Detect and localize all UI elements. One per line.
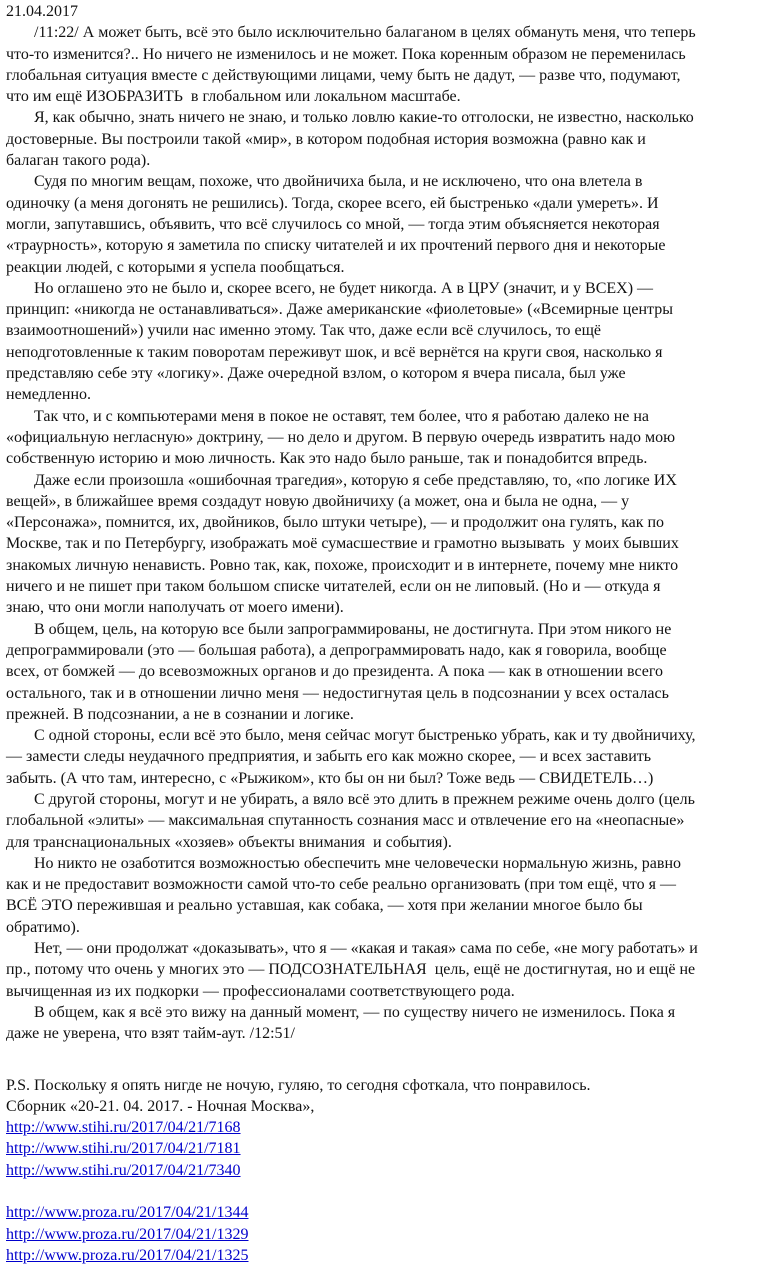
paragraph-line: достоверные. Вы построили такой «мир», в котором подобная история возможна (равно как и <box>6 130 646 148</box>
paragraph-line: даже не уверена, что взят тайм-аут. /12:51/ <box>6 1025 295 1043</box>
paragraph-line: собственную историю и мою личность. Как это надо было раньше, так и понадобится впредь. <box>6 450 648 468</box>
paragraph-line: Нет, — они продолжат «доказывать», что я — «какая и такая» сама по себе, «не могу работать» и <box>34 940 698 958</box>
paragraph-line: /11:22/ А может быть, всё это было исключительно балаганом в целях обмануть меня, что теперь <box>34 24 696 42</box>
proza-link-row <box>6 1245 765 1266</box>
stihi-link-row <box>6 1117 765 1138</box>
stihi-link[interactable]: http://www.stihi.ru/2017/04/21/7181 <box>6 1140 241 1158</box>
paragraph-line: для транснациональных «хозяев» объекты внимания и события). <box>6 833 452 851</box>
paragraph-line: принцип: «никогда не останавливаться». Даже американские «фиолетовые» («Всемирные центры <box>6 301 673 319</box>
paragraph <box>6 171 765 277</box>
paragraph-line: Судя по многим вещам, похоже, что двойничиха была, и не исключено, что она влетела в <box>34 173 643 191</box>
paragraph-line: что им ещё ИЗОБРАЗИТЬ в глобальном или локальном масштабе. <box>6 88 461 106</box>
paragraph-line: реакции людей, с которыми я успела пообщаться. <box>6 258 345 276</box>
paragraph-line: «Персонажа», помнится, их, двойников, было штуки четыре), — и продолжит она гулять, как по <box>6 514 665 532</box>
paragraph-line: остального, так и в отношении лично меня — недостигнутая цель в подсознании у всех осталась <box>6 684 669 702</box>
proza-link-row <box>6 1224 765 1245</box>
paragraph-line: «официальную негласную» доктрину, — но дело и другом. В первую очередь извратить надо мою <box>6 428 676 446</box>
paragraph <box>6 278 765 406</box>
paragraph-line: глобальной «элиты» — максимальная спутанность сознания масс и отвлечение его на «неопасные» <box>6 812 685 830</box>
paragraph <box>6 789 765 853</box>
stihi-link-row <box>6 1138 765 1159</box>
stihi-link-row <box>6 1160 765 1181</box>
paragraph-line: немедленно. <box>6 386 92 404</box>
paragraph <box>6 22 765 107</box>
paragraph <box>6 107 765 171</box>
paragraph <box>6 725 765 789</box>
paragraph-line: В общем, как я всё это вижу на данный момент, — по существу ничего не изменилось. Пока я <box>34 1003 676 1021</box>
paragraph-line: забыть. (А что там, интересно, с «Рыжиком», кто бы он ни был? Тоже ведь — СВИДЕТЕЛЬ…) <box>6 769 654 787</box>
paragraph-line: Но никто не озаботится возможностью обеспечить мне человечески нормальную жизнь, равно <box>34 854 682 872</box>
paragraph-line: прежней. В подсознании, а не в сознании и логике. <box>6 705 354 723</box>
paragraph-line: всех, от бомжей — до всевозможных органов и до президента. А пока — как в отношении всего <box>6 663 664 681</box>
paragraph-line: Даже если произошла «ошибочная трагедия», которую я себе представляю, то, «по логике ИХ <box>34 471 677 489</box>
paragraph-line: С одной стороны, если всё это было, меня сейчас могут быстренько убрать, как и ту двойничиху, <box>34 727 696 745</box>
paragraph <box>6 619 765 725</box>
proza-links <box>6 1202 765 1266</box>
paragraph-line: Так что, и с компьютерами меня в покое не оставят, тем более, что я работаю далеко не на <box>34 407 650 425</box>
paragraph <box>6 406 765 470</box>
paragraph-line: Я, как обычно, знать ничего не знаю, и только ловлю какие-то отголоски, не известно, насколько <box>34 109 694 127</box>
paragraph-line: знакомых личную ненависть. Ровно так, как, похоже, происходит и в интернете, почему мне никто <box>6 556 679 574</box>
paragraph-line: одиночку (а меня догонять не решились). Тогда, скорее всего, ей быстренько «дали умереть». И <box>6 194 659 212</box>
paragraph <box>6 853 765 938</box>
paragraph-line: неподготовленные к таким поворотам переживут шок, и всё вернётся на круги своя, насколько я <box>6 343 663 361</box>
paragraph-line: взаимоотношений») учили нас именно этому. Так что, даже если всё случилось, то ещё <box>6 322 602 340</box>
paragraph-line: ничего и не пишет при таком большом списке читателей, если он не липовый. (Но и — откуда я <box>6 578 661 596</box>
paragraph-line: обратимо). <box>6 918 80 936</box>
paragraph-line: В общем, цель, на которую все были запрограммированы, не достигнута. При этом никого не <box>34 620 672 638</box>
stihi-links <box>6 1117 765 1181</box>
article-body <box>6 22 765 1044</box>
spacer <box>6 1181 765 1202</box>
spacer <box>6 1045 765 1075</box>
paragraph-line: депрограммировали (это — большая работа), а депрограммировать надо, как я говорила, вообще <box>6 641 667 659</box>
paragraph-line: «траурность», которую я заметила по списку читателей и их прочтений первого дня и некоторые <box>6 237 666 255</box>
proza-link[interactable]: http://www.proza.ru/2017/04/21/1329 <box>6 1225 249 1243</box>
paragraph <box>6 470 765 619</box>
paragraph-line: знаю, что они могли наполучать от моего имени). <box>6 599 344 617</box>
paragraph-line: что-то изменится?.. Но ничего не изменилось и не может. Пока коренным образом не переменилась <box>6 45 686 63</box>
paragraph-line: пр., потому что очень у многих это — ПОДСОЗНАТЕЛЬНАЯ цель, ещё не достигнутая, но и ещё не <box>6 961 696 979</box>
paragraph-line: вещей», в ближайшее время создадут новую двойничиху (а может, она и была не одна, — у <box>6 492 630 510</box>
paragraph <box>6 938 765 1002</box>
proza-link[interactable]: http://www.proza.ru/2017/04/21/1325 <box>6 1246 249 1264</box>
paragraph <box>6 1002 765 1045</box>
paragraph-line: балаган такого рода). <box>6 152 151 170</box>
collection-title: Сборник «20-21. 04. 2017. - Ночная Москва», <box>6 1097 315 1115</box>
paragraph-line: вычищенная из их подкорки — профессионалами соответствующего рода. <box>6 982 515 1000</box>
paragraph-line: глобальная ситуация вместе с действующими лицами, чему быть не дадут, — разве что, подумают, <box>6 66 681 84</box>
proza-link-row <box>6 1202 765 1223</box>
postscript-text: P.S. Поскольку я опять нигде не ночую, гуляю, то сегодня сфоткала, что понравилось. <box>6 1076 591 1094</box>
paragraph-line: представляю себе эту «логику». Даже очередной взлом, о котором я вчера писала, был уже <box>6 365 626 383</box>
paragraph-line: могли, запутавшись, объявить, что всё случилось со мной, — тогда этим объясняется некоторая <box>6 215 660 233</box>
document <box>6 1 765 1266</box>
paragraph-line: ВСЁ ЭТО пережившая и реально уставшая, как собака, — хотя при желании многое было бы <box>6 897 643 915</box>
paragraph-line: С другой стороны, могут и не убирать, а вяло всё это длить в прежнем режиме очень долго (цель <box>34 790 695 808</box>
stihi-link[interactable]: http://www.stihi.ru/2017/04/21/7340 <box>6 1161 241 1179</box>
postscript <box>6 1075 765 1266</box>
proza-link[interactable]: http://www.proza.ru/2017/04/21/1344 <box>6 1204 249 1222</box>
paragraph-line: Но оглашено это не было и, скорее всего, не будет никогда. А в ЦРУ (значит, и у ВСЕХ) — <box>34 279 654 297</box>
paragraph-line: — замести следы неудачного предприятия, и забыть его как можно скорее, — и всех заставить <box>6 748 652 766</box>
date-heading: 21.04.2017 <box>6 3 78 20</box>
stihi-link[interactable]: http://www.stihi.ru/2017/04/21/7168 <box>6 1119 241 1137</box>
paragraph-line: Москве, так и по Петербургу, изображать моё сумасшествие и грамотно вызывать у моих бывших <box>6 535 679 553</box>
paragraph-line: как и не предоставит возможности самой что-то себе реально организовать (при том ещё, что я — <box>6 876 676 894</box>
